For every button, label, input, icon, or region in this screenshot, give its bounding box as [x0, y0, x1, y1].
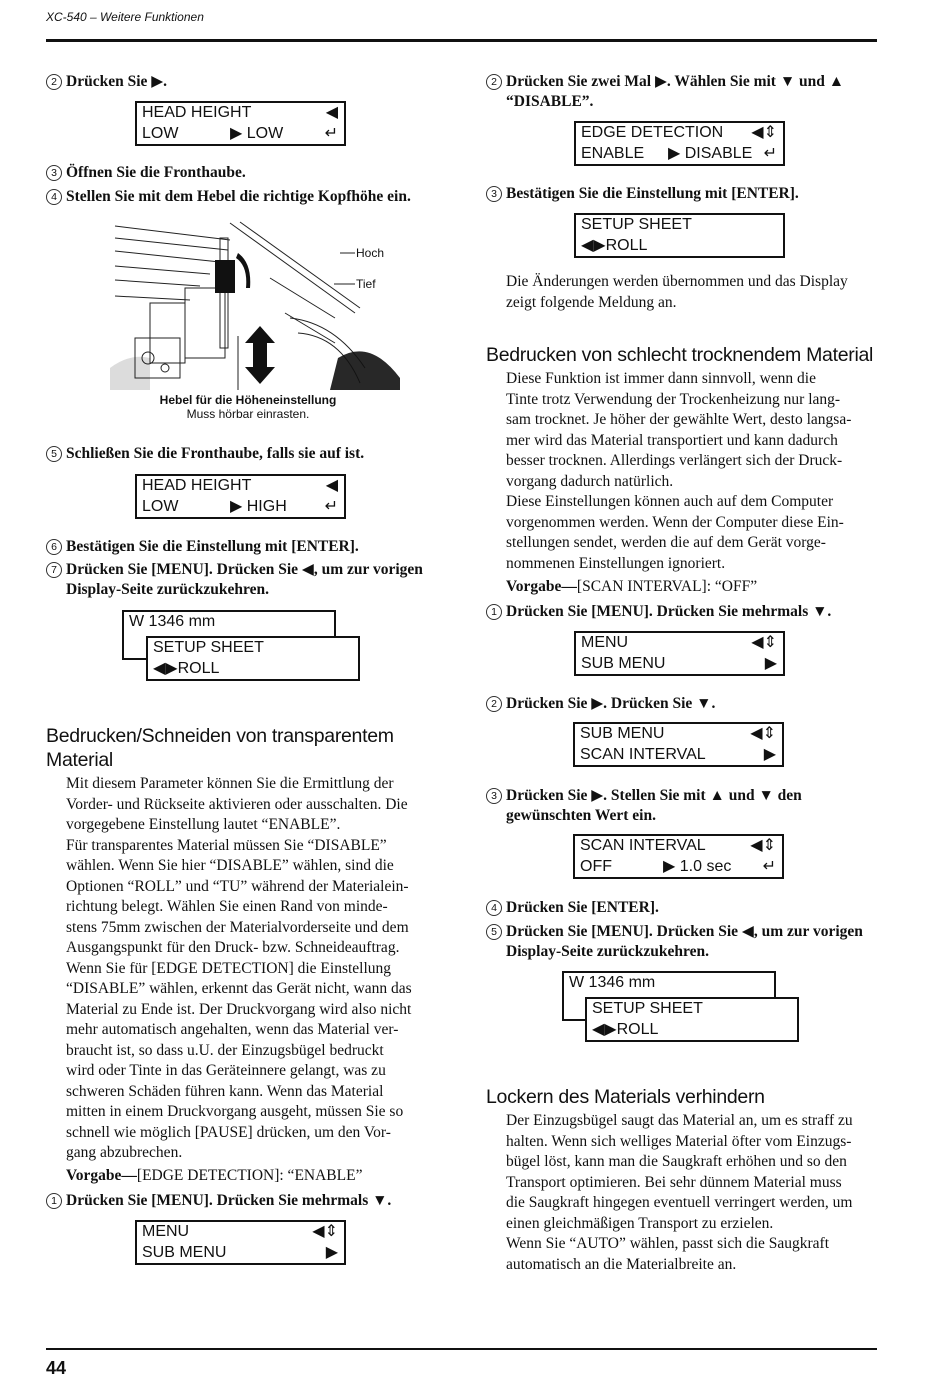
left-updown-icon: ◀⇕ [751, 124, 777, 141]
lcd-setup-sheet [146, 636, 360, 681]
step-number: 4 [46, 189, 62, 205]
lcd-value: ▶ LOW [230, 124, 284, 142]
step-number: 3 [486, 186, 502, 202]
text-line: einen gleichmäßigen Transport zu erzielen. [506, 1214, 774, 1232]
step-number: 4 [486, 900, 502, 916]
right-body-loosening [506, 1111, 886, 1275]
step-number: 7 [46, 562, 62, 578]
lcd-value: ▶ DISABLE [668, 144, 753, 162]
figure-caption-title: Hebel für die Höheneinstellung [159, 393, 337, 407]
lcd-menu-submenu-right [574, 631, 785, 676]
text-line: Wenn Sie “AUTO” wählen, passt sich die Saugkraft [506, 1235, 830, 1252]
right-default-value [506, 577, 757, 598]
left-step-7 [46, 560, 423, 600]
step-text-cont: Display-Seite zurückzukehren. [66, 581, 269, 598]
text-line: Vorder- und Rückseite aktivieren oder ausschalten. Die [66, 795, 408, 813]
text-line: vorgang dadurch natürlich. [506, 472, 674, 490]
text-line: stellungen sendet, werden die auf dem Gerät vorge- [506, 534, 826, 551]
left-body-text [66, 774, 446, 1164]
step-number: 5 [46, 446, 62, 462]
text-line: Material zu Ende ist. Der Druckvorgang wird also nicht [66, 1000, 412, 1018]
left-updown-icon: ◀⇕ [750, 725, 776, 742]
text-line: “DISABLE” wählen, erkennt das Gerät nicht, wann das [66, 980, 412, 997]
heading-line-2: Material [46, 749, 113, 771]
head-height-lever-illustration [110, 218, 400, 390]
lcd-line-2: LOW [142, 497, 179, 515]
text-line: schweren Schäden führen kann. Wenn das Material [66, 1082, 384, 1100]
text-line: bügel löst, kann man die Saugkraft erhöhen und so den [506, 1153, 847, 1170]
text-line: braucht ist, so dass u.U. der Einzugsbügel bedruckt [66, 1041, 384, 1059]
text-line: automatisch an die Materialbreite an. [506, 1255, 737, 1273]
lcd-line-2: SCAN INTERVAL [580, 745, 706, 763]
right-arrow-icon: ▶ [325, 1243, 338, 1261]
text-line: Optionen “ROLL” und “TU” während der Materialein- [66, 877, 409, 895]
right-step-3 [486, 184, 799, 204]
step-number: 1 [486, 604, 502, 620]
right-arrow-icon: ▶ [764, 654, 777, 672]
step-text-cont: gewünschten Wert ein. [506, 807, 656, 824]
text-line: vorgenommen werden. Wenn der Computer diese Ein- [506, 513, 844, 531]
step-text: Drücken Sie [MENU]. Drücken Sie mehrmals ▼. [66, 1192, 392, 1209]
step-number: 2 [486, 696, 502, 712]
lcd-setup-sheet-right-2 [585, 997, 799, 1042]
text-line: wird oder Tinte in das Geräteinnere gelangt, was zu [66, 1062, 386, 1079]
text-line: mer wird das Material transportiert und kann dadurch [506, 431, 838, 449]
lcd-line-1: MENU [142, 1223, 190, 1240]
step-text: Drücken Sie [MENU]. Drücken Sie ◀, um zur vorigen [66, 561, 423, 578]
lcd-line-1: SETUP SHEET [581, 216, 692, 233]
text-line: besser trocknen. Allerdings verlängert sich der Druck- [506, 452, 843, 469]
section-heading-transparent [46, 724, 394, 772]
lcd-line-2: SUB MENU [142, 1243, 227, 1261]
lcd-line-1: SETUP SHEET [153, 639, 264, 656]
running-header: XC-540 – Weitere Funktionen [46, 10, 204, 24]
text-line: mitten in einem Druckvorgang ausgeht, müssen Sie so [66, 1103, 404, 1120]
left-default-value [66, 1166, 362, 1187]
default-value: [EDGE DETECTION]: “ENABLE” [136, 1167, 363, 1184]
step-number: 2 [486, 74, 502, 90]
left-step-6 [46, 537, 359, 557]
left-step-4 [46, 187, 411, 207]
lcd-line-1: HEAD HEIGHT [142, 104, 252, 121]
lcd-scan-interval-value [573, 834, 784, 879]
enter-icon: ↵ [324, 124, 338, 142]
lcd-edge-detection [574, 121, 785, 166]
text-line: vorgegebene Einstellung lautet “ENABLE”. [66, 816, 341, 833]
page-number: 44 [46, 1358, 67, 1378]
text-line: mehr automatisch angehalten, wenn das Material ver- [66, 1021, 399, 1038]
text-line: sam trocknet. Je höher der gewählte Wert, desto langsa- [506, 411, 852, 428]
text-line: richtung belegt. Wählen Sie einen Rand von minde- [66, 898, 388, 915]
left-step-1 [46, 1191, 391, 1211]
step-text: Bestätigen Sie die Einstellung mit [ENTER]. [506, 185, 799, 202]
step-text: Drücken Sie ▶. Drücken Sie ▼. [506, 695, 716, 712]
step-text: Stellen Sie mit dem Hebel die richtige Kopfhöhe ein. [66, 188, 411, 205]
label-tief: Tief [356, 277, 376, 291]
section-heading-loosening: Lockern des Materials verhindern [486, 1086, 765, 1108]
lcd-width: W 1346 mm [569, 974, 656, 991]
text-line: Transport optimieren. Bei sehr dünnem Material muss [506, 1173, 842, 1191]
right-step-4 [486, 898, 659, 918]
right-step-2b [486, 694, 715, 714]
header-rule [46, 39, 877, 42]
step-text: Drücken Sie [ENTER]. [506, 899, 659, 916]
right-body-drying [506, 369, 886, 574]
left-step-3 [46, 163, 246, 183]
lcd-value: ▶ HIGH [230, 497, 287, 515]
text-line: halten. Wenn sich welliges Material öfter vom Einzugs- [506, 1132, 852, 1150]
left-arrow-icon: ◀ [325, 477, 338, 494]
lcd-line-1: EDGE DETECTION [581, 124, 724, 141]
default-label: Vorgabe— [506, 578, 577, 595]
left-arrow-icon: ◀ [325, 104, 338, 121]
footer-rule [46, 1348, 877, 1350]
default-value: [SCAN INTERVAL]: “OFF” [576, 578, 758, 595]
left-updown-icon: ◀⇕ [312, 1223, 338, 1240]
step-text: Bestätigen Sie die Einstellung mit [ENTER]. [66, 538, 359, 555]
label-hoch: Hoch [356, 246, 385, 260]
lcd-line-2: ◀▶ROLL [592, 1020, 659, 1038]
text-line: Ausgangspunkt für den Druck- bzw. Schneideauftrag. [66, 939, 400, 956]
lcd-menu-submenu-left [135, 1220, 346, 1265]
text-line: Wenn Sie für [EDGE DETECTION] die Einstellung [66, 959, 392, 977]
text-line: Diese Funktion ist immer dann sinnvoll, wenn die [506, 370, 816, 387]
step-number: 6 [46, 539, 62, 555]
text-line: Für transparentes Material müssen Sie “DISABLE” [66, 836, 387, 854]
enter-icon: ↵ [324, 497, 338, 515]
text-line: schnell wie möglich [PAUSE] drücken, um den Vor- [66, 1123, 391, 1141]
step-text: Drücken Sie ▶. Stellen Sie mit ▲ und ▼ den [506, 787, 802, 804]
lcd-submenu-scan-interval [573, 722, 784, 767]
step-number: 2 [46, 74, 62, 90]
text-line: gang abzubrechen. [66, 1144, 183, 1161]
text-line: Tinte trotz Verwendung der Trockenheizung nur lang- [506, 390, 841, 408]
lcd-setup-sheet-right [574, 213, 785, 258]
lcd-value: ▶ 1.0 sec [663, 857, 732, 875]
lcd-line-2: LOW [142, 124, 179, 142]
heading-line-1: Bedrucken/Schneiden von transparentem [46, 725, 394, 747]
text-line: Mit diesem Parameter können Sie die Ermittlung der [66, 775, 394, 792]
step-text: Drücken Sie [MENU]. Drücken Sie ◀, um zur vorigen [506, 923, 863, 940]
step-number: 5 [486, 924, 502, 940]
text-line: nommenen Einstellungen ignoriert. [506, 554, 726, 572]
enter-icon: ↵ [762, 857, 776, 875]
left-step-5 [46, 444, 364, 464]
section-heading-drying: Bedrucken von schlecht trocknendem Material [486, 344, 874, 366]
right-step-5 [486, 922, 863, 962]
lcd-line-1: SETUP SHEET [592, 1000, 703, 1017]
step-text-cont: “DISABLE”. [506, 93, 594, 110]
lcd-line-1: MENU [581, 634, 629, 651]
text-line: zeigt folgende Meldung an. [506, 293, 677, 311]
lcd-line-1: SCAN INTERVAL [580, 837, 706, 854]
right-arrow-icon: ▶ [763, 745, 776, 763]
text-line: Der Einzugsbügel saugt das Material an, um es straff zu [506, 1112, 853, 1129]
step-text: Schließen Sie die Fronthaube, falls sie auf ist. [66, 445, 365, 462]
default-label: Vorgabe— [66, 1167, 137, 1184]
lcd-line-2: ENABLE [581, 144, 645, 162]
enter-icon: ↵ [763, 144, 777, 162]
right-note-text [506, 272, 886, 313]
step-number: 3 [46, 165, 62, 181]
lcd-width: W 1346 mm [129, 613, 216, 630]
step-text-cont: Display-Seite zurückzukehren. [506, 943, 709, 960]
step-text: Drücken Sie ▶. [66, 73, 168, 90]
text-line: Diese Einstellungen können auch auf dem Computer [506, 493, 834, 510]
right-step-3b [486, 786, 802, 826]
lcd-line-1: HEAD HEIGHT [142, 477, 252, 494]
lcd-head-height-low [135, 101, 346, 146]
right-step-1 [486, 602, 831, 622]
lcd-line-2: ◀▶ROLL [581, 236, 648, 254]
lcd-head-height-high [135, 474, 346, 519]
lcd-line-2: ◀▶ROLL [153, 659, 220, 677]
text-line: stens 75mm zwischen der Materialvorderseite und dem [66, 918, 409, 936]
left-updown-icon: ◀⇕ [750, 837, 776, 854]
step-text: Öffnen Sie die Fronthaube. [66, 164, 246, 181]
left-updown-icon: ◀⇕ [751, 634, 777, 651]
step-number: 1 [46, 1193, 62, 1209]
text-line: die Saugkraft hingegen eventuell verringert werden, um [506, 1194, 853, 1211]
text-line: wählen. Wenn Sie hier “DISABLE” wählen, sind die [66, 857, 394, 874]
lcd-line-2: SUB MENU [581, 654, 666, 672]
right-step-2 [486, 72, 844, 112]
lcd-line-2: OFF [580, 857, 612, 875]
lcd-line-1: SUB MENU [580, 725, 665, 742]
step-text: Drücken Sie [MENU]. Drücken Sie mehrmals ▼. [506, 603, 832, 620]
left-step-2 [46, 72, 167, 92]
figure-caption-note: Muss hörbar einrasten. [186, 407, 310, 421]
text-line: Die Änderungen werden übernommen und das Display [506, 273, 848, 290]
step-text: Drücken Sie zwei Mal ▶. Wählen Sie mit ▼ und ▲ [506, 73, 845, 90]
step-number: 3 [486, 788, 502, 804]
